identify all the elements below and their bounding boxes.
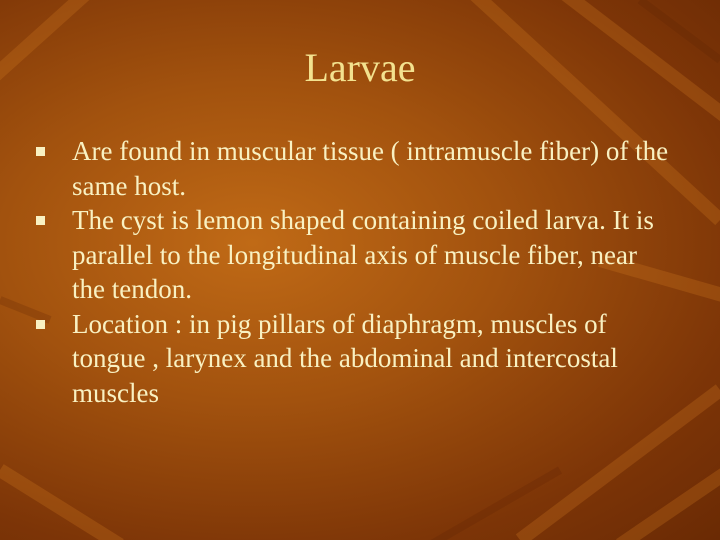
square-bullet-icon — [36, 320, 45, 329]
bullet-text: Location : in pig pillars of diaphragm, muscles of tongue , larynex and the abdominal and intercostal muscles — [72, 308, 618, 408]
square-bullet-icon — [36, 147, 45, 156]
bullet-text: The cyst is lemon shaped containing coiled larva. It is parallel to the longitudinal axis of muscle fiber, near the tendon. — [72, 205, 654, 304]
slide-title: Larvae — [304, 45, 416, 90]
list-item — [36, 203, 676, 307]
bullet-list — [36, 134, 676, 410]
list-item — [36, 134, 676, 203]
bullet-text: Are found in muscular tissue ( intramuscle fiber) of the same host. — [72, 136, 669, 201]
square-bullet-icon — [36, 216, 45, 225]
list-item — [36, 307, 676, 411]
